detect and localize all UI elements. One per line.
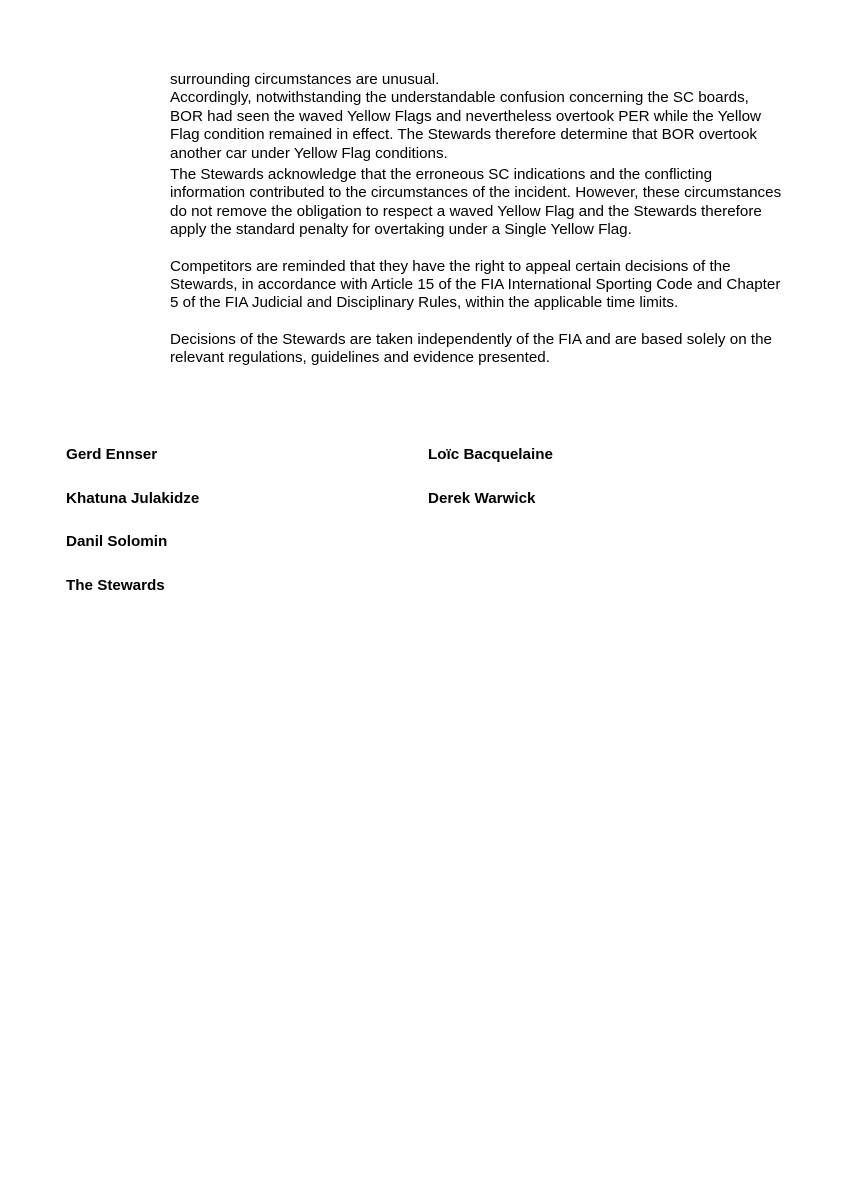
paragraph-circumstances: surrounding circumstances are unusual. — [170, 71, 440, 88]
paragraph-appeal-notice: Competitors are reminded that they have the right to appeal certain decisions of the Stewards, in accordance with Article 15 of the FIA International Sporting Code and Chapter 5 of the FIA Judicial and Disciplinary Rules, within the applicable time limits. — [170, 257, 781, 312]
stewards-sign-off: The Stewards — [66, 576, 165, 594]
paragraph-determination: Accordingly, notwithstanding the understandable confusion concerning the SC boards, BOR had seen the waved Yellow Flags and nevertheless overtook PER while the Yellow Flag condition remained in effect. The Stewards therefore determine that BOR overtook another car under Yellow Flag conditions. — [170, 89, 761, 162]
paragraph-acknowledgement: The Stewards acknowledge that the erroneous SC indications and the conflicting information contributed to the circumstances of the incident. However, these circumstances do not remove the obligation to respect a waved Yellow Flag and the Stewards therefore apply the standard penalty for overtaking under a Single Yellow Flag. — [170, 166, 782, 239]
steward-name: Khatuna Julakidze — [66, 489, 200, 507]
steward-name: Danil Solomin — [66, 533, 168, 550]
steward-name: Loïc Bacquelaine — [428, 446, 553, 463]
signature-row — [66, 446, 786, 490]
signature-row — [66, 577, 786, 621]
decision-body — [170, 71, 782, 368]
steward-name: Derek Warwick — [428, 489, 536, 507]
paragraph-independence: Decisions of the Stewards are taken independently of the FIA and are based solely on the relevant regulations, guidelines and evidence presented. — [170, 330, 772, 367]
signature-row — [66, 533, 786, 577]
signature-row — [66, 490, 786, 534]
steward-name: Gerd Ennser — [66, 446, 158, 463]
stewards-signatures — [66, 446, 786, 620]
